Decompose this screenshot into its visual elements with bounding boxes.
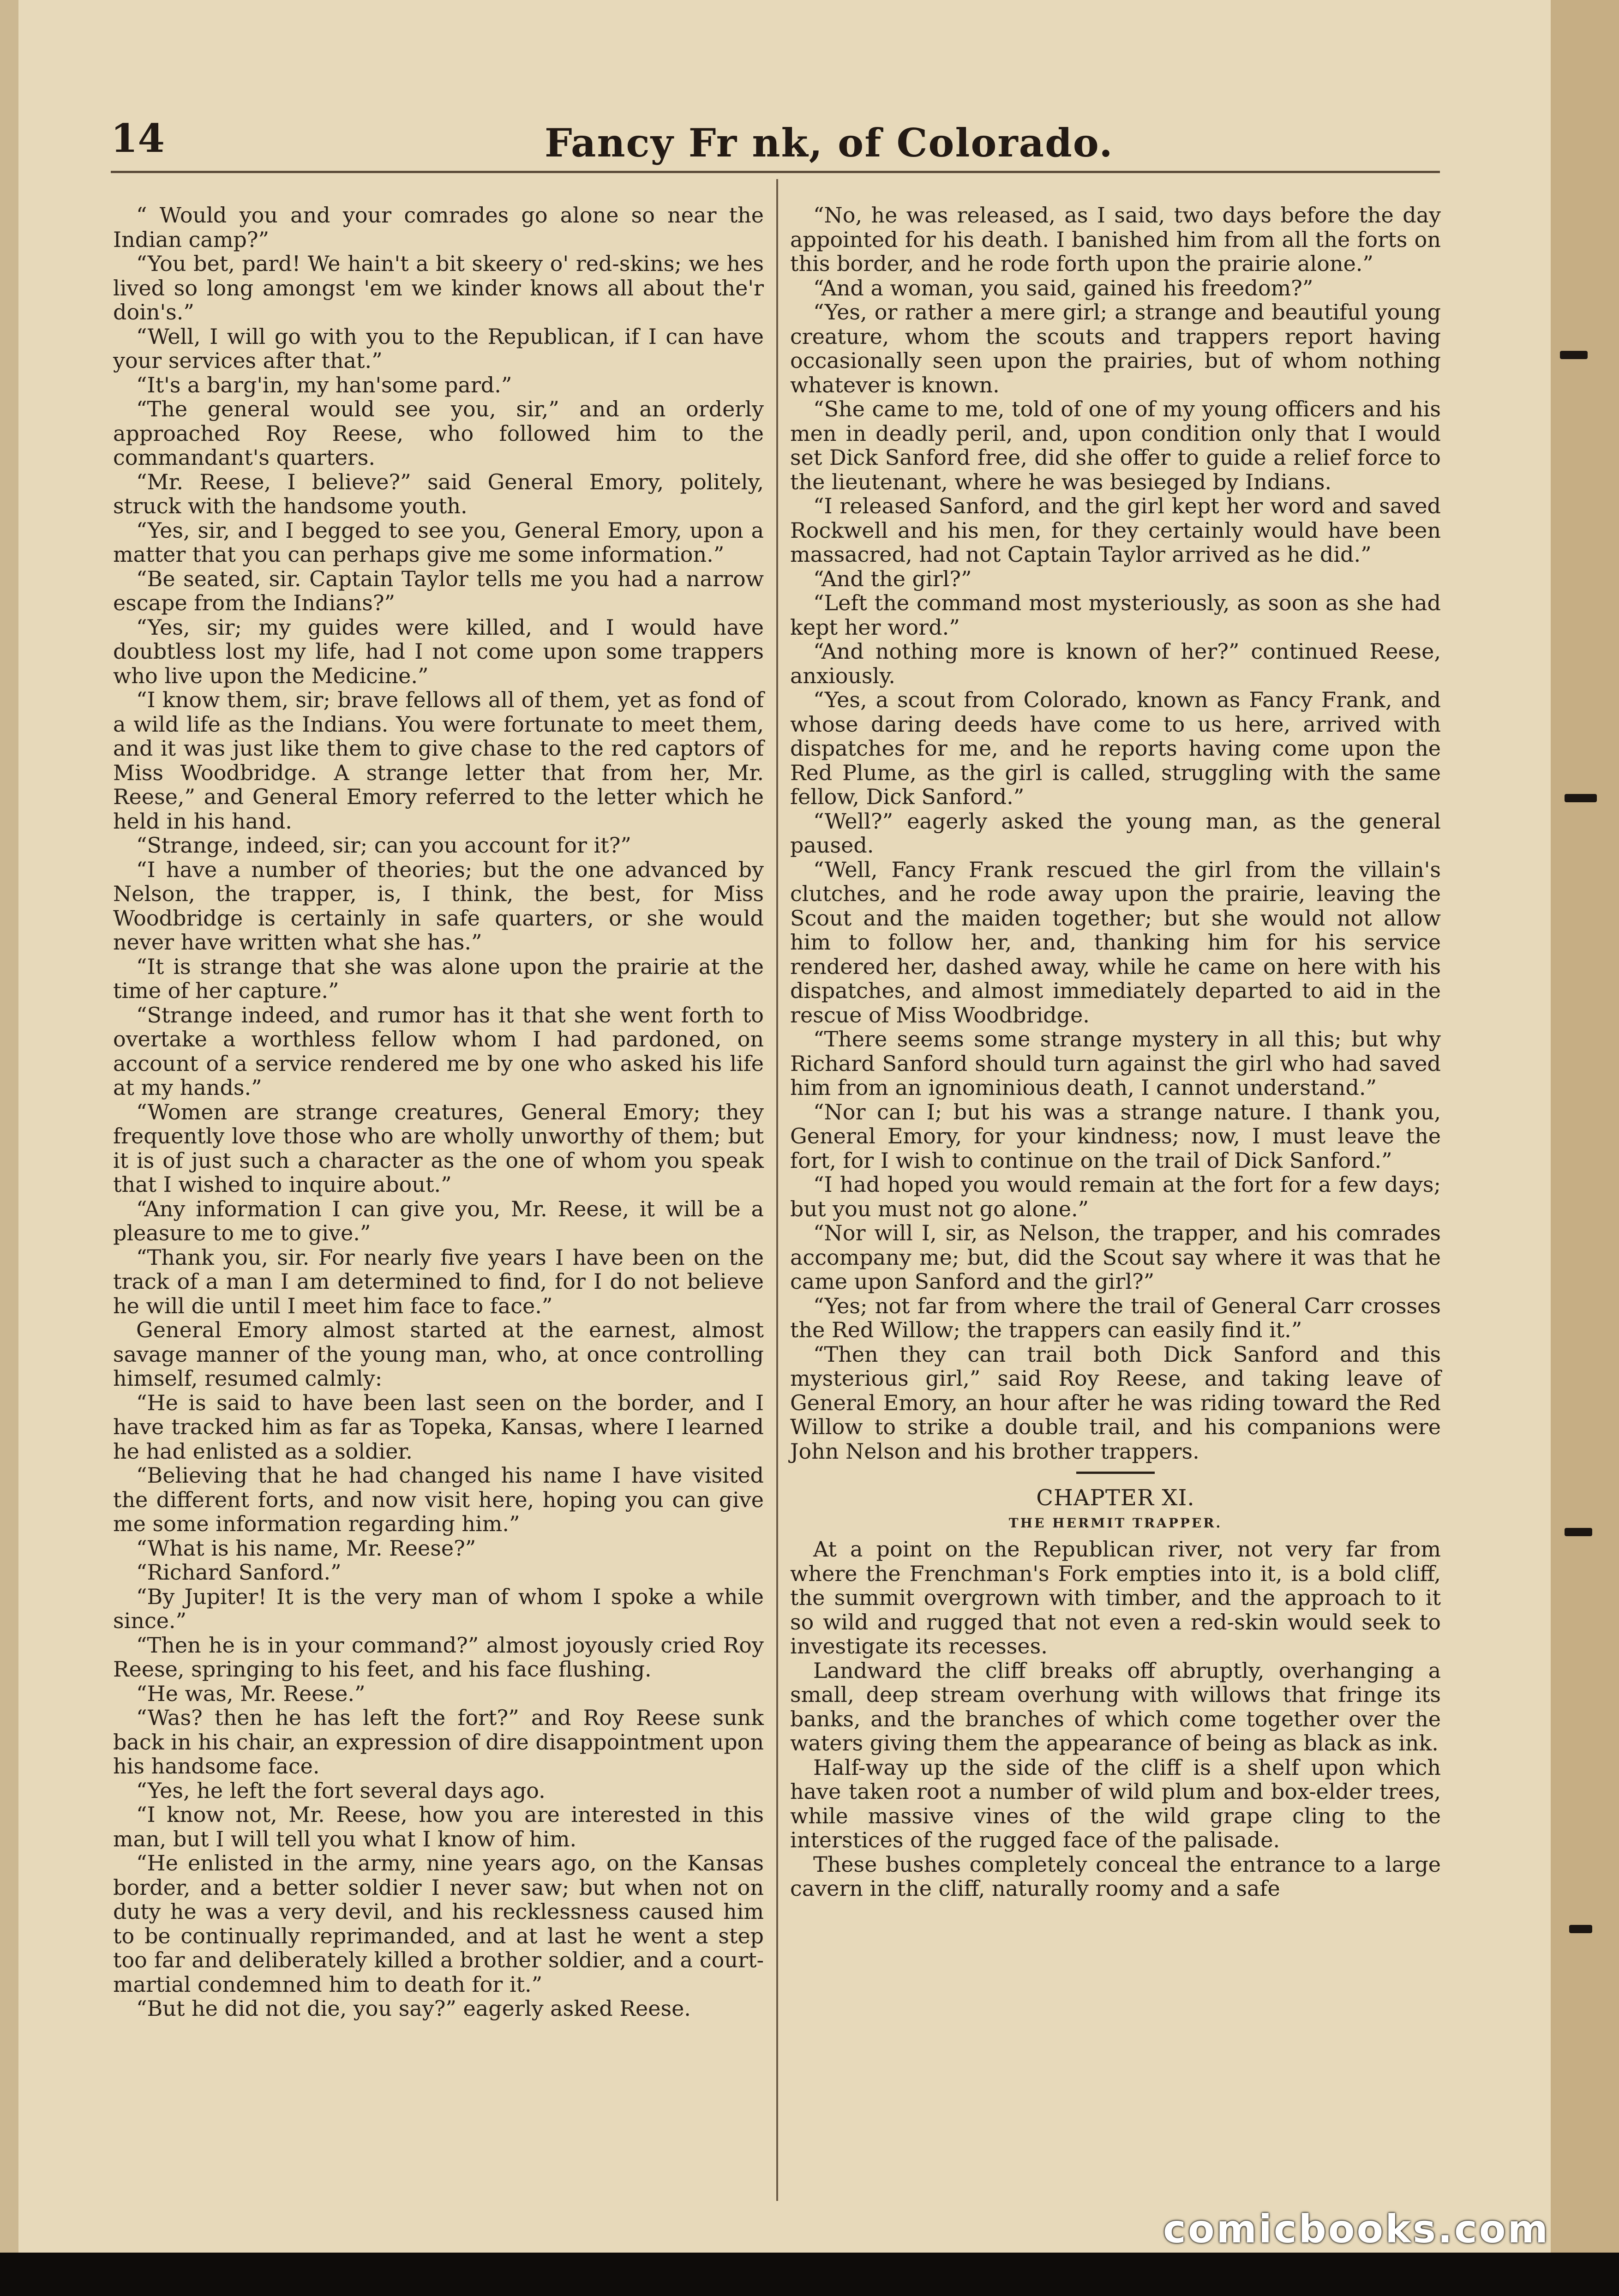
- paragraph: “She came to me, told of one of my young officers and his men in deadly peril, and, upon condition only that I would set Dick Sanford free, did she offer to guide a relief force to the lieutenant, where he was besieged by Indians.: [790, 397, 1441, 494]
- paragraph: “Well?” eagerly asked the young man, as the general paused.: [790, 808, 1441, 858]
- paragraph: “Yes, he left the fort several days ago.: [136, 1778, 546, 1803]
- paragraph: “Then they can trail both Dick Sanford and this mysterious girl,” said Roy Reese, and taking leave of General Emory, an hour after he was riding toward the Red Willow to strike a double trail, and his companions were John Nelson and his brother trappers.: [790, 1341, 1441, 1464]
- paragraph: “Women are strange creatures, General Emory; they frequently love those who are wholly unworthy of them; but it is of just such a character as the one of whom you speak that I wished to inquire about.”: [113, 1099, 764, 1197]
- page-number: 14: [111, 115, 165, 161]
- header-rule: [111, 171, 1440, 173]
- paragraph: “I released Sanford, and the girl kept her word and saved Rockwell and his men, for they certainly would have been massacred, had not Captain Taylor arrived as he did.”: [790, 493, 1441, 567]
- chapter-subtitle: THE HERMIT TRAPPER.: [1008, 1515, 1223, 1531]
- paragraph: “Nor can I; but his was a strange nature. I thank you, General Emory, for your kindness; now, I must leave the fort, for I wish to continue on the trail of Dick Sanford.”: [790, 1099, 1441, 1173]
- paragraph: “The general would see you, sir,” and an orderly approached Roy Reese, who followed him to the commandant's quarters.: [113, 397, 764, 470]
- section-rule: [1076, 1472, 1155, 1474]
- paragraph: “By Jupiter! It is the very man of whom I spoke a while since.”: [113, 1584, 764, 1633]
- paragraph: “He is said to have been last seen on the border, and I have tracked him as far as Topeka, Kansas, where I learned he had enlisted as a soldier.: [113, 1390, 764, 1464]
- paragraph: General Emory almost started at the earnest, almost savage manner of the young man, who, at once controlling himself, resumed calmly:: [113, 1317, 764, 1391]
- paragraph: “And nothing more is known of her?” continued Reese, anxiously.: [790, 639, 1441, 688]
- paragraph: “I have a number of theories; but the one advanced by Nelson, the trapper, is, I think, the best, for Miss Woodbridge is certainly in safe quarters, or she would never have written what she has.”: [113, 857, 764, 955]
- paragraph: “And the girl?”: [813, 566, 972, 591]
- paragraph: Half-way up the side of the cliff is a shelf upon which have taken root a number of wild plum and box-elder trees, while massive vines of the wild grape cling to the interstices of the rugged face of the palisade.: [790, 1755, 1441, 1852]
- paragraph: At a point on the Republican river, not very far from where the Frenchman's Fork empties into it, is a bold cliff, the summit overgrown with timber, and the approach to it so wild and rugged that not even a red-skin would seek to investigate its recesses.: [790, 1537, 1441, 1659]
- paragraph: “No, he was released, as I said, two days before the day appointed for his death. I banished him from all the forts on this border, and he rode forth upon the prairie alone.”: [790, 203, 1441, 276]
- paragraph: “Strange, indeed, sir; can you account for it?”: [136, 833, 631, 858]
- chapter-text: [790, 1537, 1441, 1901]
- paragraph: “There seems some strange mystery in all this; but why Richard Sanford should turn against the girl who had saved him from an ignominious death, I cannot understand.”: [790, 1027, 1441, 1100]
- binding-tab: [1560, 351, 1588, 359]
- paragraph: “Yes, sir, and I begged to see you, General Emory, upon a matter that you can perhaps give me some information.”: [113, 517, 764, 567]
- page-header: [111, 115, 1440, 171]
- chapter-heading: CHAPTER XI.: [1036, 1485, 1195, 1511]
- paragraph: “ Would you and your comrades go alone so near the Indian camp?”: [113, 203, 764, 252]
- paragraph: “Be seated, sir. Captain Taylor tells me you had a narrow escape from the Indians?”: [113, 566, 764, 615]
- paragraph: “Mr. Reese, I believe?” said General Emory, politely, struck with the handsome youth.: [113, 469, 764, 518]
- paragraph: “It is strange that she was alone upon the prairie at the time of her capture.”: [113, 954, 764, 1003]
- paragraph: “Left the command most mysteriously, as soon as she had kept her word.”: [790, 590, 1441, 640]
- binding-tab: [1565, 1528, 1592, 1536]
- right-column-text: [790, 203, 1441, 1463]
- paragraph: “Strange indeed, and rumor has it that she went forth to overtake a worthless fellow whom I had pardoned, on account of a service rendered me by one who asked his life at my hands.”: [113, 1002, 764, 1100]
- paragraph: “I know not, Mr. Reese, how you are interested in this man, but I will tell you what I know of him.: [113, 1802, 764, 1851]
- right-column: [790, 203, 1441, 1901]
- binding-tab: [1565, 794, 1597, 802]
- paragraph: Landward the cliff breaks off abruptly, overhanging a small, deep stream overhung with willows that fringe its banks, and the branches of which come together over the waters giving them the appearance of being as black as ink.: [790, 1658, 1441, 1755]
- paragraph: “It's a barg'in, my han'some pard.”: [136, 372, 512, 397]
- paragraph: “I know them, sir; brave fellows all of them, yet as fond of a wild life as the Indians. You were fortunate to meet them, and it was just like them to give chase to the red captors of Miss Woodbridge. A strange letter that from her, Mr. Reese,” and General Emory referred to the letter which he held in his hand.: [113, 687, 764, 834]
- paragraph: “He was, Mr. Reese.”: [136, 1681, 366, 1706]
- paragraph: “Thank you, sir. For nearly five years I have been on the track of a man I am determined to find, for I do not believe he will die until I meet him face to face.”: [113, 1244, 764, 1318]
- paragraph: “Any information I can give you, Mr. Reese, it will be a pleasure to me to give.”: [113, 1196, 764, 1245]
- paragraph: “But he did not die, you say?” eagerly asked Reese.: [136, 1996, 691, 2021]
- paragraph: “Richard Sanford.”: [136, 1560, 342, 1585]
- paragraph: “Well, I will go with you to the Republican, if I can have your services after that.”: [113, 324, 764, 373]
- left-column: [113, 203, 764, 2021]
- paragraph: “Nor will I, sir, as Nelson, the trapper, and his comrades accompany me; but, did the Scout say where it was that he came upon Sanford and the girl?”: [790, 1220, 1441, 1294]
- paragraph: “I had hoped you would remain at the fort for a few days; but you must not go alone.”: [790, 1172, 1441, 1221]
- paragraph: “And a woman, you said, gained his freedom?”: [813, 275, 1313, 301]
- paragraph: “He enlisted in the army, nine years ago, on the Kansas border, and a better soldier I never saw; but when not on duty he was a very devil, and his recklessness caused him to be continually reprimanded, and at last he went a step too far and deliberately killed a brother soldier, and a court-martial condemned him to death for it.”: [113, 1851, 764, 1997]
- paragraph: “Yes, sir; my guides were killed, and I would have doubtless lost my life, had I not come upon some trappers who live upon the Medicine.”: [113, 614, 764, 688]
- running-title: Fancy Fr nk, of Colorado.: [545, 120, 1114, 166]
- paragraph: “Yes, a scout from Colorado, known as Fancy Frank, and whose daring deeds have come to us here, arrived with dispatches for me, and he reports having come upon the Red Plume, as the girl is called, struggling with the same fellow, Dick Sanford.”: [790, 687, 1441, 809]
- watermark-text: comicbooks.com: [1163, 2206, 1550, 2252]
- scan-bottom-band: [0, 2253, 1619, 2296]
- column-divider: [776, 179, 778, 2201]
- page-edge: [1551, 0, 1619, 2296]
- binding-tab: [1569, 1925, 1592, 1933]
- paragraph: These bushes completely conceal the entrance to a large cavern in the cliff, naturally roomy and a safe: [790, 1851, 1441, 1901]
- paragraph: “What is his name, Mr. Reese?”: [136, 1535, 476, 1561]
- paragraph: “Well, Fancy Frank rescued the girl from the villain's clutches, and he rode away upon the prairie, leaving the Scout and the maiden together; but she would not allow him to follow her, and, thanking him for his service rendered her, dashed away, while he came on here with his dispatches, and almost immediately departed to aid in the rescue of Miss Woodbridge.: [790, 857, 1441, 1028]
- paragraph: “Then he is in your command?” almost joyously cried Roy Reese, springing to his feet, and his face flushing.: [113, 1632, 764, 1682]
- paragraph: “Yes, or rather a mere girl; a strange and beautiful young creature, whom the scouts and trappers report having occasionally seen upon the prairies, but of whom nothing whatever is known.: [790, 300, 1441, 397]
- paragraph: “You bet, pard! We hain't a bit skeery o' red-skins; we hes lived so long amongst 'em we kinder knows all about the'r doin's.”: [113, 251, 764, 325]
- paragraph: “Believing that he had changed his name I have visited the different forts, and now visit here, hoping you can give me some information regarding him.”: [113, 1463, 764, 1536]
- paragraph: “Yes; not far from where the trail of General Carr crosses the Red Willow; the trappers can easily find it.”: [790, 1293, 1441, 1342]
- paragraph: “Was? then he has left the fort?” and Roy Reese sunk back in his chair, an expression of dire disappointment upon his handsome face.: [113, 1705, 764, 1779]
